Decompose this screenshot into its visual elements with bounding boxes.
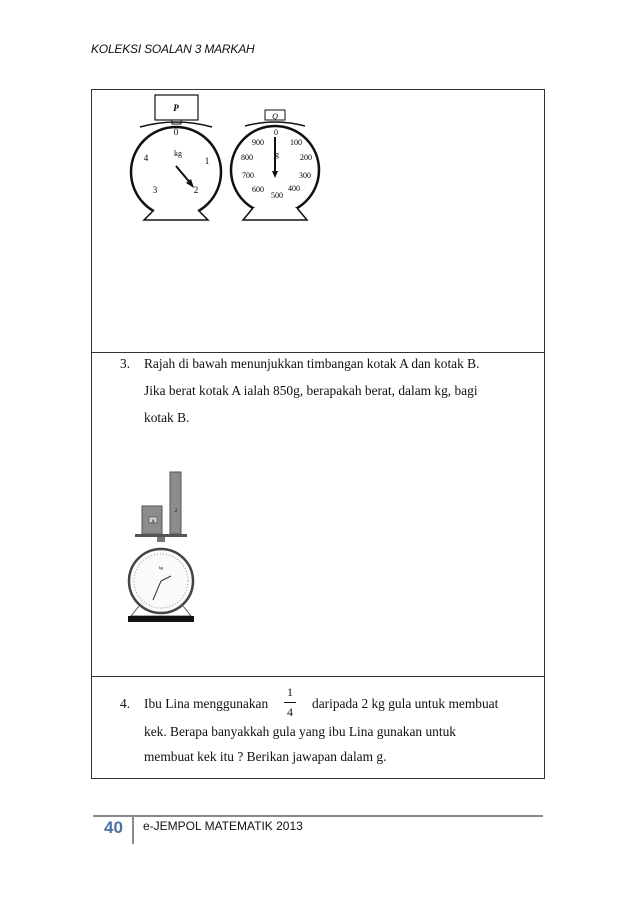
box-b-label: 2 xyxy=(174,509,178,514)
box-p-label: P xyxy=(173,103,179,113)
row-divider xyxy=(92,676,544,677)
tick-label: 400 xyxy=(288,184,300,193)
tick-label: 0 xyxy=(274,128,278,137)
question-line xyxy=(144,694,529,722)
question-line: membuat kek itu ? Berikan jawapan dalam g. xyxy=(144,749,387,764)
footer-title: e-JEMPOL MATEMATIK 2013 xyxy=(143,819,303,833)
tick-label: 1 xyxy=(204,156,210,166)
tick-label: 900 xyxy=(252,138,264,147)
question-text xyxy=(144,354,529,427)
page-number: 40 xyxy=(104,818,123,837)
unit-label: g xyxy=(275,150,279,159)
tick-label: 0 xyxy=(173,127,179,137)
tick-label: 600 xyxy=(252,185,264,194)
question-number: 3. xyxy=(120,356,131,371)
footer-separator xyxy=(132,817,134,844)
fraction-one-quarter xyxy=(284,685,296,720)
unit-label: kg xyxy=(159,565,163,570)
tick-label: 500 xyxy=(271,191,283,200)
page-header: KOLEKSI SOALAN 3 MARKAH xyxy=(91,42,255,56)
scale-p xyxy=(131,95,221,220)
fraction-denominator: 4 xyxy=(287,705,293,719)
scales-pq-figure xyxy=(120,92,330,227)
scale-ab-figure xyxy=(125,468,210,628)
unit-label: kg xyxy=(174,149,182,158)
row-divider xyxy=(92,352,544,353)
tick-label: 3 xyxy=(152,185,158,195)
scale-q xyxy=(231,110,319,220)
tick-label: 2 xyxy=(193,185,199,195)
tick-label: 100 xyxy=(290,138,302,147)
fraction-numerator: 1 xyxy=(287,685,293,699)
tick-label: 4 xyxy=(143,153,149,163)
question-line: kek. Berapa banyakkah gula yang ibu Lina gunakan untuk xyxy=(144,724,456,739)
question-text-before-fraction: Ibu Lina menggunakan xyxy=(144,696,269,711)
tick-label: 800 xyxy=(241,153,253,162)
question-line: Jika berat kotak A ialah 850g, berapakah berat, dalam kg, bagi xyxy=(144,383,478,398)
box-a-label: A xyxy=(151,520,155,525)
tick-label: 300 xyxy=(299,171,311,180)
tick-label: 700 xyxy=(242,171,254,180)
question-text-after-fraction: daripada 2 kg gula untuk membuat xyxy=(312,696,499,711)
fraction-bar xyxy=(284,702,296,703)
question-line: Rajah di bawah menunjukkan timbangan kotak A dan kotak B. xyxy=(144,356,480,371)
box-q-label: Q xyxy=(272,112,278,121)
question-text xyxy=(144,694,529,766)
question-line: kotak B. xyxy=(144,410,190,425)
tick-label: 200 xyxy=(300,153,312,162)
footer-rule xyxy=(93,815,543,817)
question-number: 4. xyxy=(120,696,131,711)
